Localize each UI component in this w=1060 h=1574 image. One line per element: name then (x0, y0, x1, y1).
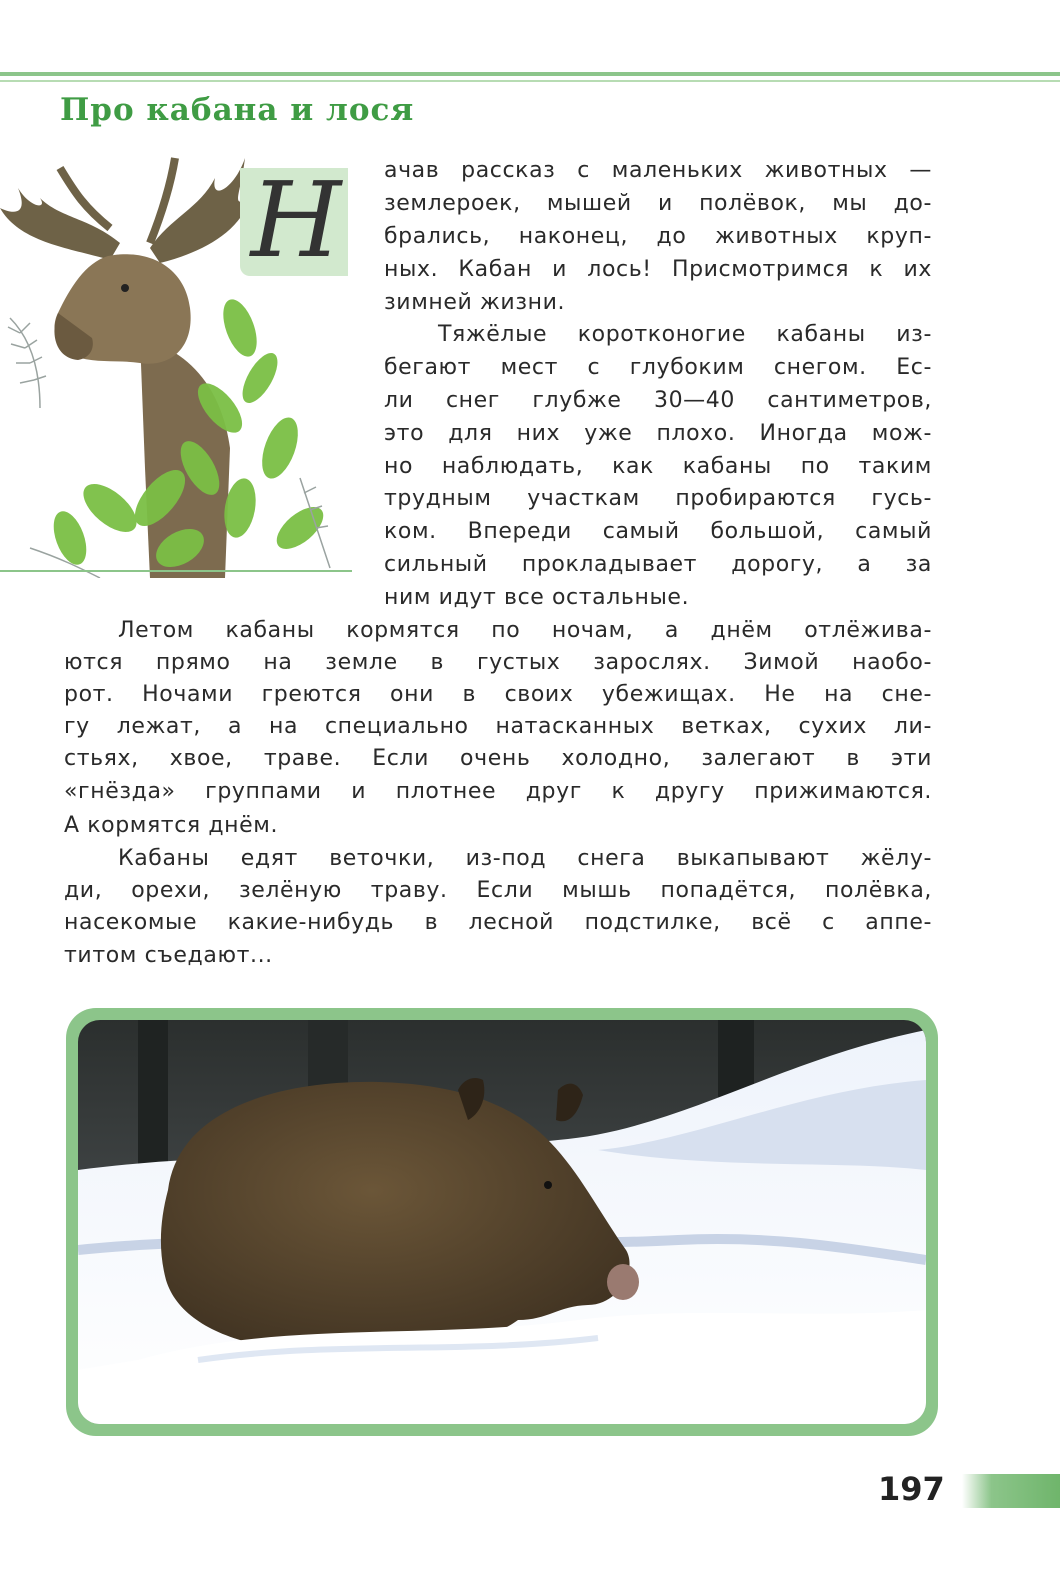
text-line: Летом кабаны кормятся по ночам, а днём отлёжива- (118, 618, 932, 643)
page-title: Про кабана и лося (60, 92, 415, 128)
top-rule (0, 72, 1060, 76)
page-number-bar (962, 1474, 1060, 1508)
text-line: сильный прокладывает дорогу, а за (384, 552, 932, 577)
text-line: ных. Кабан и лось! Присмотримся к их (384, 257, 932, 282)
text-line: гу лежат, а на специально натасканных ветках, сухих ли- (64, 714, 932, 739)
text-line: ачав рассказ с маленьких животных — (384, 158, 932, 183)
text-line: землероек, мышей и полёвок, мы до- (384, 191, 932, 216)
text-line: трудным участкам пробираются гусь- (384, 486, 932, 511)
text-line: «гнёзда» группами и плотнее друг к другу прижимаются. (64, 779, 932, 804)
text-line: ются прямо на земле в густых зарослях. Зимой наобо- (64, 650, 932, 675)
text-line: Кабаны едят веточки, из-под снега выкапывают жёлу- (118, 846, 932, 871)
top-rule-thin (0, 80, 1060, 82)
page-number: 197 (878, 1470, 945, 1508)
text-line: ли снег глубже 30—40 сантиметров, (384, 388, 932, 413)
text-line: ди, орехи, зелёную траву. Если мышь попадётся, полёвка, (64, 878, 932, 903)
text-line: рот. Ночами греются они в своих убежищах. Не на сне- (64, 682, 932, 707)
text-line: зимней жизни. (384, 290, 566, 315)
text-line: А кормятся днём. (64, 813, 279, 838)
text-line: это для них уже плохо. Иногда мож- (384, 421, 932, 446)
text-line: стьях, хвое, траве. Если очень холодно, залегают в эти (64, 746, 932, 771)
text-line: брались, наконец, до животных круп- (384, 224, 932, 249)
text-line: ним идут все остальные. (384, 585, 690, 610)
illustration-rule (0, 570, 352, 572)
text-line: титом съедают... (64, 943, 273, 968)
boar-photo (78, 1020, 926, 1424)
drop-cap: Н (250, 159, 342, 281)
text-line: Тяжёлые коротконогие кабаны из- (438, 322, 932, 347)
text-line: но наблюдать, как кабаны по таким (384, 454, 932, 479)
text-line: бегают мест с глубоким снегом. Ес- (384, 355, 932, 380)
text-line: насекомые какие-нибудь в лесной подстилке, всё с аппе- (64, 910, 932, 935)
text-line: ком. Впереди самый большой, самый (384, 519, 932, 544)
